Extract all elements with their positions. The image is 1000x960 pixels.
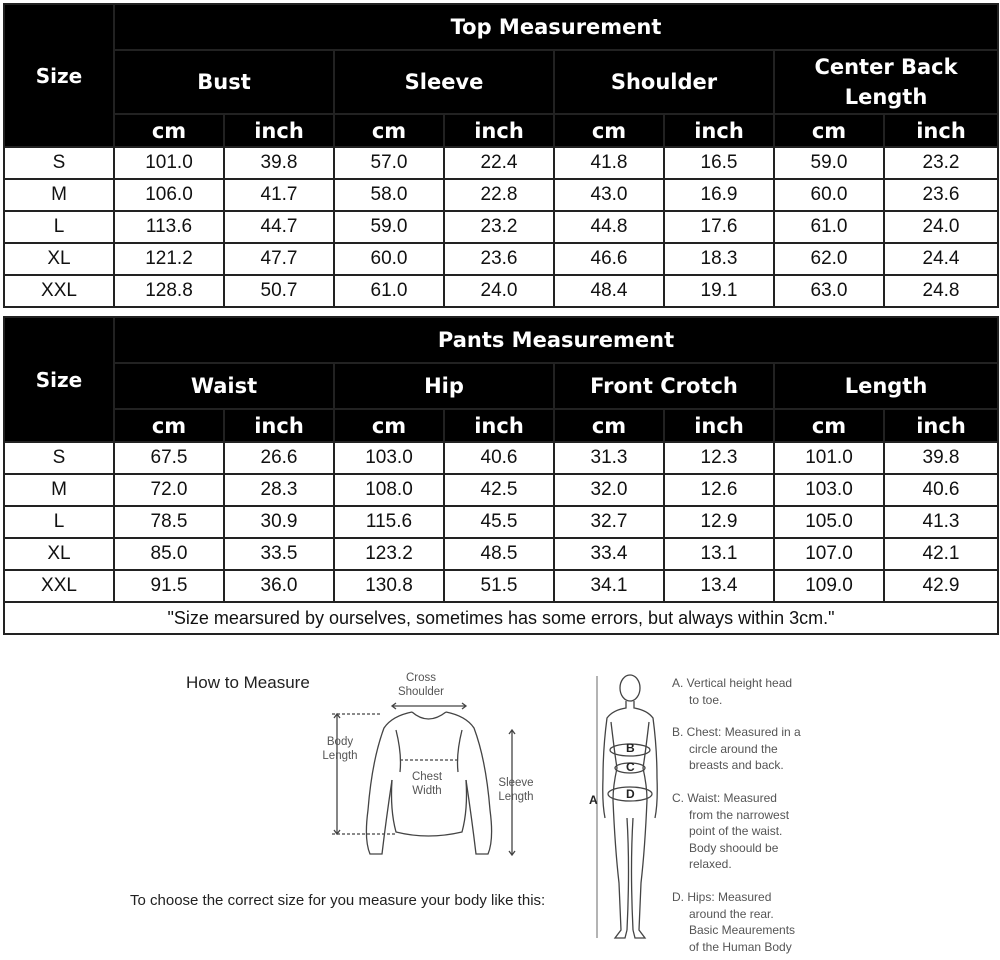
body-letter-d: D (626, 787, 635, 801)
sleeve-length-label (492, 776, 540, 804)
table-row (4, 147, 998, 179)
value-cell: 42.1 (884, 538, 998, 570)
choose-size-instruction: To choose the correct size for you measure your body like this: (130, 892, 546, 909)
value-cell: 12.3 (664, 442, 774, 474)
legend-line: circle around the (689, 741, 778, 756)
value-cell: 61.0 (334, 275, 444, 307)
table-row (4, 538, 998, 570)
value-cell: 23.2 (884, 147, 998, 179)
value-cell: 44.7 (224, 211, 334, 243)
size-cell: XL (4, 243, 114, 275)
value-cell: 23.6 (884, 179, 998, 211)
size-cell: L (4, 506, 114, 538)
legend-line: of the Human Body (689, 939, 792, 954)
value-cell: 31.3 (554, 442, 664, 474)
value-cell: 41.7 (224, 179, 334, 211)
unit-header: cm (114, 114, 224, 147)
value-cell: 109.0 (774, 570, 884, 602)
value-cell: 41.3 (884, 506, 998, 538)
legend-line: A. Vertical height head (672, 676, 793, 690)
size-cell: S (4, 147, 114, 179)
body-letter-c: C (626, 760, 635, 774)
unit-header: inch (664, 409, 774, 442)
table-row (4, 506, 998, 538)
pants-measurement-table (3, 316, 999, 635)
value-cell: 58.0 (334, 179, 444, 211)
value-cell: 62.0 (774, 243, 884, 275)
value-cell: 106.0 (114, 179, 224, 211)
value-cell: 47.7 (224, 243, 334, 275)
value-cell: 22.8 (444, 179, 554, 211)
value-cell: 13.1 (664, 538, 774, 570)
value-cell: 78.5 (114, 506, 224, 538)
value-cell: 48.4 (554, 275, 664, 307)
value-cell: 32.7 (554, 506, 664, 538)
legend-line: from the narrowest (689, 807, 790, 822)
value-cell: 42.5 (444, 474, 554, 506)
value-cell: 67.5 (114, 442, 224, 474)
table-title: Pants Measurement (114, 317, 998, 363)
value-cell: 63.0 (774, 275, 884, 307)
table-row (4, 211, 998, 243)
value-cell: 33.5 (224, 538, 334, 570)
value-cell: 61.0 (774, 211, 884, 243)
unit-header: inch (444, 114, 554, 147)
cross-shoulder-label (396, 671, 446, 699)
value-cell: 22.4 (444, 147, 554, 179)
legend-line: to toe. (689, 692, 723, 707)
unit-header: cm (554, 409, 664, 442)
value-cell: 32.0 (554, 474, 664, 506)
measurement-legend (672, 675, 792, 708)
body-length-label-line: Body (326, 736, 354, 748)
legend-line: B. Chest: Measured in a (672, 725, 801, 739)
value-cell: 33.4 (554, 538, 664, 570)
column-header-bust: Bust (114, 50, 334, 114)
how-to-measure-title: How to Measure (186, 673, 310, 692)
value-cell: 24.8 (884, 275, 998, 307)
value-cell: 103.0 (334, 442, 444, 474)
value-cell: 57.0 (334, 147, 444, 179)
value-cell: 103.0 (774, 474, 884, 506)
value-cell: 12.6 (664, 474, 774, 506)
table-row (4, 243, 998, 275)
value-cell: 51.5 (444, 570, 554, 602)
value-cell: 23.2 (444, 211, 554, 243)
table-row (4, 474, 998, 506)
table-row (4, 179, 998, 211)
value-cell: 39.8 (884, 442, 998, 474)
value-cell: 42.9 (884, 570, 998, 602)
legend-line: point of the waist. (689, 824, 783, 838)
column-header-waist: Waist (114, 363, 334, 409)
size-cell: M (4, 474, 114, 506)
cross-shoulder-label-line: Cross (405, 672, 437, 684)
value-cell: 34.1 (554, 570, 664, 602)
value-cell: 23.6 (444, 243, 554, 275)
size-cell: XXL (4, 570, 114, 602)
unit-header: cm (334, 114, 444, 147)
size-header: Size (4, 317, 114, 442)
value-cell: 18.3 (664, 243, 774, 275)
value-cell: 16.9 (664, 179, 774, 211)
body-letter-a: A (589, 793, 598, 807)
value-cell: 113.6 (114, 211, 224, 243)
body-length-label-line: Length (322, 750, 358, 762)
value-cell: 105.0 (774, 506, 884, 538)
column-header-shoulder: Shoulder (554, 50, 774, 114)
chest-width-label-line: Chest (411, 771, 443, 783)
table-row (4, 442, 998, 474)
size-header: Size (4, 4, 114, 147)
unit-header: cm (774, 114, 884, 147)
table-row (4, 570, 998, 602)
value-cell: 36.0 (224, 570, 334, 602)
value-cell: 45.5 (444, 506, 554, 538)
value-cell: 17.6 (664, 211, 774, 243)
table-title: Top Measurement (114, 4, 998, 50)
unit-header: cm (114, 409, 224, 442)
legend-line: D. Hips: Measured (672, 890, 772, 904)
table-row (4, 275, 998, 307)
value-cell: 50.7 (224, 275, 334, 307)
value-cell: 24.0 (444, 275, 554, 307)
size-cell: L (4, 211, 114, 243)
value-cell: 48.5 (444, 538, 554, 570)
value-cell: 72.0 (114, 474, 224, 506)
body-length-label (318, 735, 362, 763)
body-letter-b: B (626, 741, 635, 755)
sleeve-length-label-line: Sleeve (498, 777, 534, 789)
value-cell: 85.0 (114, 538, 224, 570)
value-cell: 101.0 (114, 147, 224, 179)
legend-line: Basic Meaurements (689, 923, 796, 937)
value-cell: 108.0 (334, 474, 444, 506)
chest-width-label (404, 770, 450, 798)
column-header-center-back-length: Center Back Length (774, 50, 998, 114)
value-cell: 44.8 (554, 211, 664, 243)
value-cell: 46.6 (554, 243, 664, 275)
unit-header: inch (664, 114, 774, 147)
unit-header: inch (884, 114, 998, 147)
unit-header: cm (774, 409, 884, 442)
value-cell: 107.0 (774, 538, 884, 570)
value-cell: 40.6 (884, 474, 998, 506)
unit-header: cm (554, 114, 664, 147)
legend-line: breasts and back. (689, 758, 784, 772)
value-cell: 26.6 (224, 442, 334, 474)
legend-line: relaxed. (689, 857, 732, 871)
note-row (4, 602, 998, 634)
unit-header: inch (444, 409, 554, 442)
value-cell: 19.1 (664, 275, 774, 307)
value-cell: 39.8 (224, 147, 334, 179)
value-cell: 115.6 (334, 506, 444, 538)
measurement-legend (672, 790, 789, 873)
value-cell: 30.9 (224, 506, 334, 538)
value-cell: 40.6 (444, 442, 554, 474)
measurement-legend (672, 889, 795, 955)
legend-line: C. Waist: Measured (672, 791, 777, 805)
column-header-sleeve: Sleeve (334, 50, 554, 114)
column-header-length: Length (774, 363, 998, 409)
value-cell: 16.5 (664, 147, 774, 179)
value-cell: 12.9 (664, 506, 774, 538)
body-figure-illustration (585, 668, 670, 948)
value-cell: 24.4 (884, 243, 998, 275)
value-cell: 101.0 (774, 442, 884, 474)
value-cell: 123.2 (334, 538, 444, 570)
size-cell: S (4, 442, 114, 474)
value-cell: 28.3 (224, 474, 334, 506)
value-cell: 43.0 (554, 179, 664, 211)
column-header-front-crotch: Front Crotch (554, 363, 774, 409)
unit-header: cm (334, 409, 444, 442)
value-cell: 59.0 (774, 147, 884, 179)
chest-width-label-line: Width (412, 785, 442, 797)
size-cell: XL (4, 538, 114, 570)
cross-shoulder-label-line: Shoulder (397, 686, 445, 698)
top-measurement-table (3, 3, 999, 308)
legend-line: around the rear. (689, 906, 774, 921)
value-cell: 121.2 (114, 243, 224, 275)
legend-line: Body shoould be (689, 840, 779, 855)
value-cell: 60.0 (774, 179, 884, 211)
unit-header: inch (224, 114, 334, 147)
size-cell: XXL (4, 275, 114, 307)
sleeve-length-label-line: Length (498, 791, 534, 803)
value-cell: 130.8 (334, 570, 444, 602)
value-cell: 41.8 (554, 147, 664, 179)
value-cell: 59.0 (334, 211, 444, 243)
value-cell: 13.4 (664, 570, 774, 602)
value-cell: 24.0 (884, 211, 998, 243)
measurement-note: "Size mearsured by ourselves, sometimes has some errors, but always within 3cm." (4, 602, 998, 634)
value-cell: 128.8 (114, 275, 224, 307)
measurement-legend (672, 724, 801, 774)
value-cell: 91.5 (114, 570, 224, 602)
unit-header: inch (224, 409, 334, 442)
unit-header: inch (884, 409, 998, 442)
value-cell: 60.0 (334, 243, 444, 275)
size-cell: M (4, 179, 114, 211)
column-header-hip: Hip (334, 363, 554, 409)
